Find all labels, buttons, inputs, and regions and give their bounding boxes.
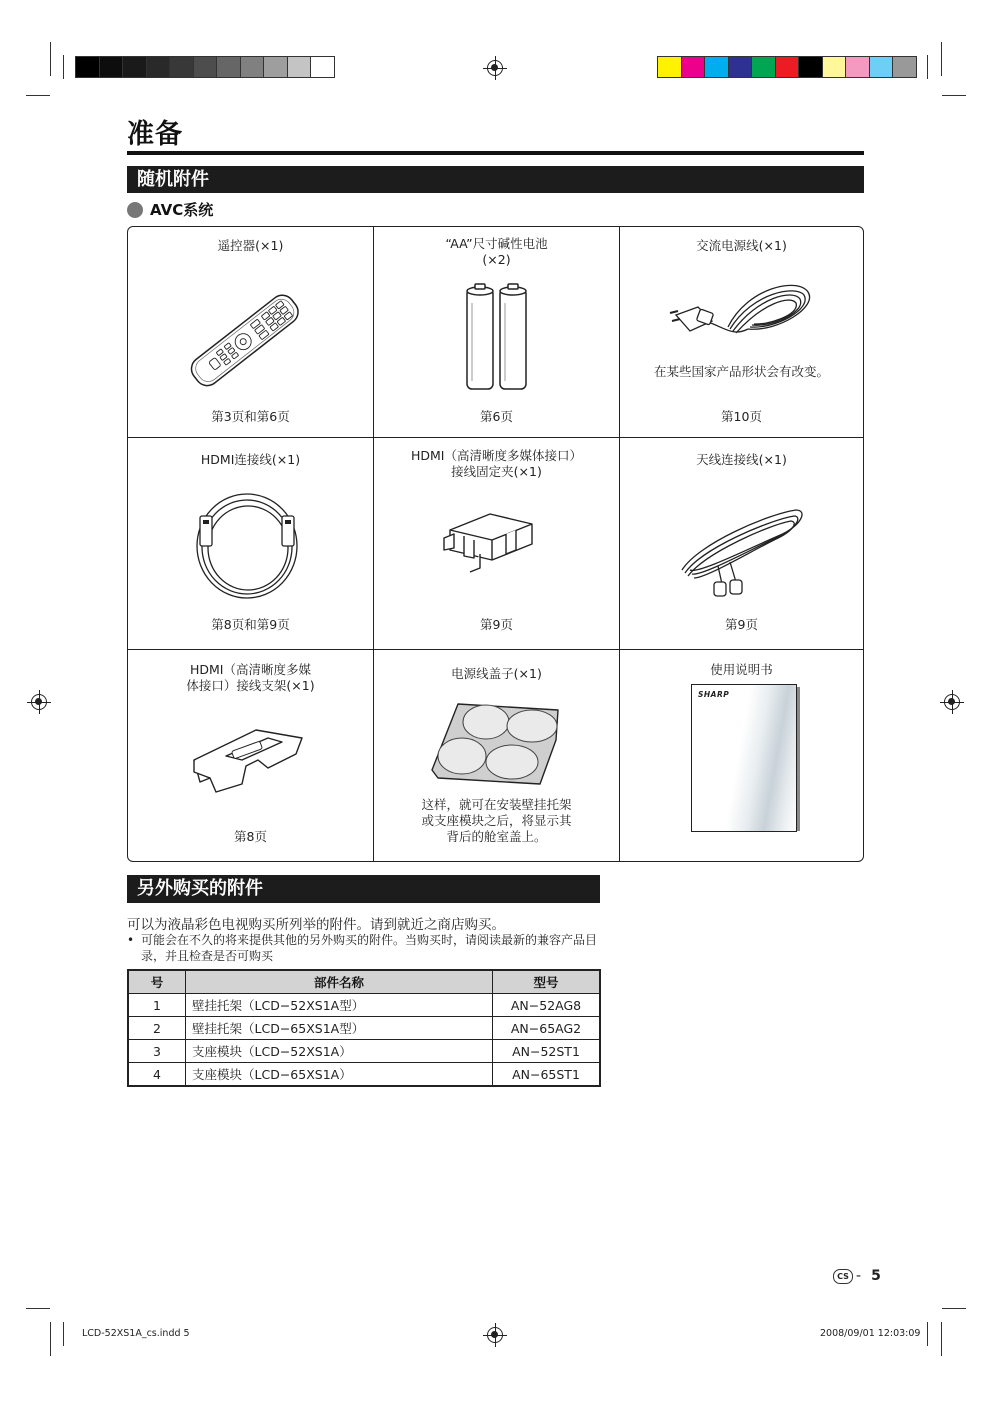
antenna-cable-icon [678,504,808,599]
optional-note [127,932,607,964]
gray-swatch [263,56,288,78]
color-swatch [892,56,917,78]
color-swatch [798,56,823,78]
row-no: 2 [128,1017,186,1040]
accessory-note: 这样，就可在安装壁挂托架 或支座模块之后，将显示其 背后的舱室盖上。 [421,797,572,844]
color-swatch [845,56,870,78]
accessory-caption: HDMI（高清晰度多媒体接口） 接线固定夹(×1) [411,448,582,479]
accessory-page-ref: 第6页 [480,409,513,424]
color-swatch [775,56,800,78]
table-row [128,994,600,1017]
manual-brand-logo: SHARP [698,690,730,699]
operation-manual-icon [691,684,797,832]
row-part-name: 壁挂托架（LCD−52XS1A型） [186,994,493,1017]
footer-file-name: LCD-52XS1A_cs.indd 5 [82,1328,190,1339]
accessory-cell-manual [620,650,863,861]
color-swatch [869,56,894,78]
footer-timestamp: 2008/09/01 12:03:09 [820,1328,921,1339]
accessory-cell-power-cord [620,227,863,438]
title-rule [127,151,864,155]
accessories-grid [127,226,864,862]
bullet-icon [127,202,143,218]
accessory-cell-power-cord-cover [374,650,620,861]
accessory-page-ref: 第9页 [725,617,758,632]
registration-mark-right-icon [944,694,960,710]
gray-swatch [75,56,100,78]
remote-control-icon [186,287,306,397]
registration-mark-bottom-icon [487,1327,503,1343]
row-part-name: 支座模块（LCD−52XS1A） [186,1040,493,1063]
row-part-name: 支座模块（LCD−65XS1A） [186,1063,493,1087]
optional-intro-text: 可以为液晶彩色电视购买所列举的附件。请到就近之商店购买。 [127,917,505,933]
aa-battery-icon [464,283,534,393]
accessory-caption: “AA”尺寸碱性电池 (×2) [445,236,548,267]
gray-swatch [122,56,147,78]
row-model: AN−65ST1 [493,1063,601,1087]
row-no: 1 [128,994,186,1017]
section-heading-optional-accessories: 另外购买的附件 [127,875,600,903]
gray-swatch [193,56,218,78]
row-no: 4 [128,1063,186,1087]
color-swatch [751,56,776,78]
gray-swatch [99,56,124,78]
accessory-page-ref: 第8页 [234,829,267,844]
gray-swatch [169,56,194,78]
optional-accessories-table [127,969,601,1087]
accessory-page-ref: 第8页和第9页 [211,617,290,632]
table-header-part-name: 部件名称 [186,970,493,994]
accessory-caption: 交流电源线(×1) [696,238,787,253]
accessory-page-ref: 第9页 [480,617,513,632]
color-swatch [657,56,682,78]
language-badge-icon: CS [833,1269,853,1284]
page-title: 准备 [127,119,183,150]
accessory-cell-hdmi-clamp [374,438,620,650]
color-swatch [822,56,847,78]
cable-clamp-icon [440,500,540,580]
table-row [128,1063,600,1087]
color-swatch [728,56,753,78]
accessory-cell-hdmi-cable [128,438,374,650]
accessory-caption: HDMI连接线(×1) [200,452,301,467]
page-number [833,1268,881,1284]
power-cord-cover-icon [428,700,568,790]
cable-holder-icon [186,716,306,800]
page-number-separator: - [856,1268,862,1284]
section-heading-included-accessories: 随机附件 [127,166,864,193]
accessory-page-ref: 第10页 [721,409,762,424]
avc-system-label: AVC系统 [150,201,214,219]
row-model: AN−65AG2 [493,1017,601,1040]
gray-swatch [216,56,241,78]
bullet-icon: • [127,933,135,947]
hdmi-cable-icon [194,490,304,602]
registration-mark-left-icon [31,694,47,710]
table-header-row [128,970,600,994]
color-swatch [704,56,729,78]
table-header-no: 号 [128,970,186,994]
optional-note-text: 可能会在不久的将来提供其他的另外购买的附件。当购买时，请阅读最新的兼容产品目录，并且检查是否可购买 [141,933,598,963]
color-swatch [681,56,706,78]
avc-system-subheading [127,199,213,220]
accessory-cell-remote [128,227,374,438]
accessory-caption: 使用说明书 [710,662,773,677]
accessory-page-ref: 第3页和第6页 [211,409,290,424]
ac-power-cord-icon [668,267,818,357]
gray-swatch [240,56,265,78]
row-part-name: 壁挂托架（LCD−65XS1A型） [186,1017,493,1040]
accessory-cell-antenna-cable [620,438,863,650]
accessory-cell-batteries [374,227,620,438]
row-model: AN−52ST1 [493,1040,601,1063]
gray-swatch [146,56,171,78]
accessory-note: 在某些国家产品形状会有改变。 [653,364,829,379]
accessory-caption: HDMI（高清晰度多媒 体接口）接线支架(×1) [186,662,315,693]
gray-swatch [310,56,335,78]
accessory-caption: 遥控器(×1) [217,238,284,253]
accessory-caption: 电源线盖子(×1) [451,666,542,681]
row-no: 3 [128,1040,186,1063]
table-header-model: 型号 [493,970,601,994]
page-number-value: 5 [871,1268,881,1284]
accessory-cell-hdmi-holder [128,650,374,861]
table-row [128,1017,600,1040]
accessory-caption: 天线连接线(×1) [696,452,787,467]
table-row [128,1040,600,1063]
registration-mark-top-icon [487,60,503,76]
gray-swatch [287,56,312,78]
row-model: AN−52AG8 [493,994,601,1017]
